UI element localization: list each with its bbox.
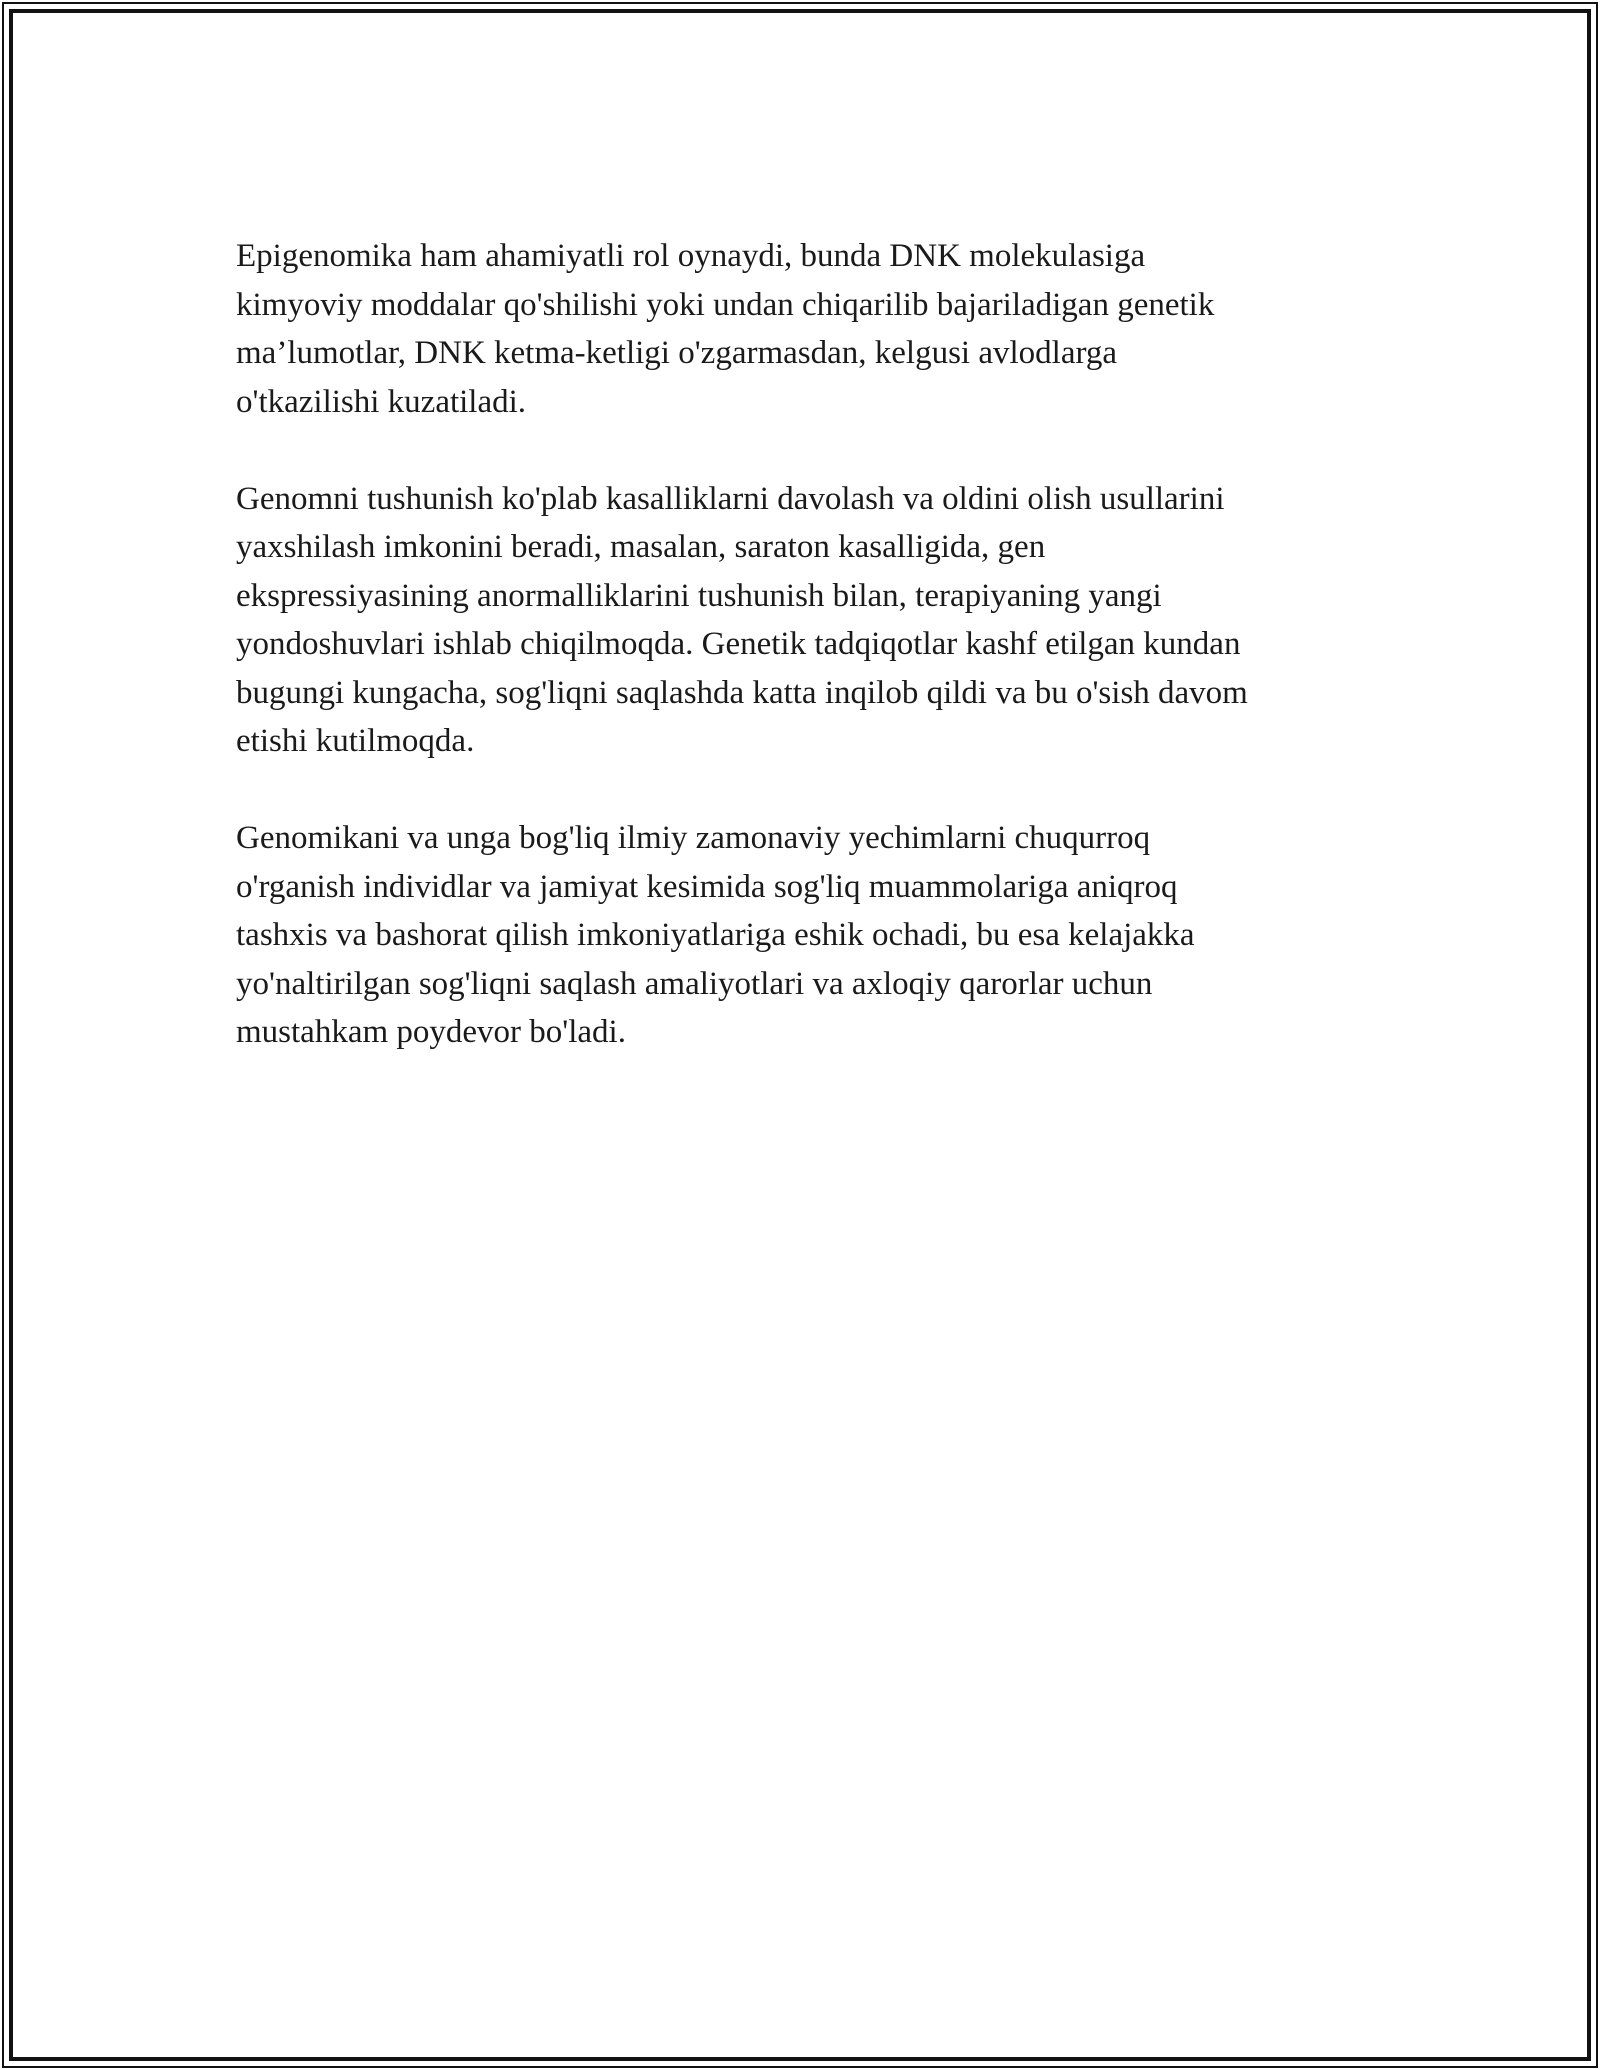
text-line: yaxshilash imkonini beradi, masalan, saraton kasalligida, gen — [236, 529, 1046, 565]
text-line: Genomikani va unga bog'liq ilmiy zamonaviy yechimlarni chuqurroq — [236, 820, 1151, 856]
paragraph-epigenomics — [236, 232, 1386, 426]
text-line: o'rganish individlar va jamiyat kesimida sog'liq muammolariga aniqroq — [236, 868, 1178, 905]
text-line: ma’lumotlar, DNK ketma-ketligi o'zgarmasdan, kelgusi avlodlarga — [236, 335, 1118, 371]
text-line: bugungi kungacha, sog'liqni saqlashda katta inqilob qildi va bu o'sish davom — [236, 674, 1248, 711]
text-line: tashxis va bashorat qilish imkoniyatlariga eshik ochadi, bu esa kelajakka — [236, 917, 1195, 953]
text-line: ekspressiyasining anormalliklarini tushunish bilan, terapiyaning yangi — [236, 577, 1162, 614]
text-line: Epigenomika ham ahamiyatli rol oynaydi, bunda DNK molekulasiga — [236, 238, 1146, 274]
text-line: Genomni tushunish ko'plab kasalliklarni davolash va oldini olish usullarini — [236, 480, 1225, 517]
document-body — [236, 232, 1386, 1105]
text-line: etishi kutilmoqda. — [236, 723, 475, 759]
paragraph-genomics-future — [236, 814, 1386, 1057]
text-line: mustahkam poydevor bo'ladi. — [236, 1014, 626, 1050]
text-line: yo'naltirilgan sog'liqni saqlash amaliyotlari va axloqiy qarorlar uchun — [236, 965, 1153, 1002]
text-line: o'tkazilishi kuzatiladi. — [236, 383, 527, 420]
text-line: kimyoviy moddalar qo'shilishi yoki undan chiqarilib bajariladigan genetik — [236, 286, 1215, 323]
text-line: yondoshuvlari ishlab chiqilmoqda. Genetik tadqiqotlar kashf etilgan kundan — [236, 626, 1241, 662]
paragraph-genome-understanding — [236, 475, 1386, 766]
